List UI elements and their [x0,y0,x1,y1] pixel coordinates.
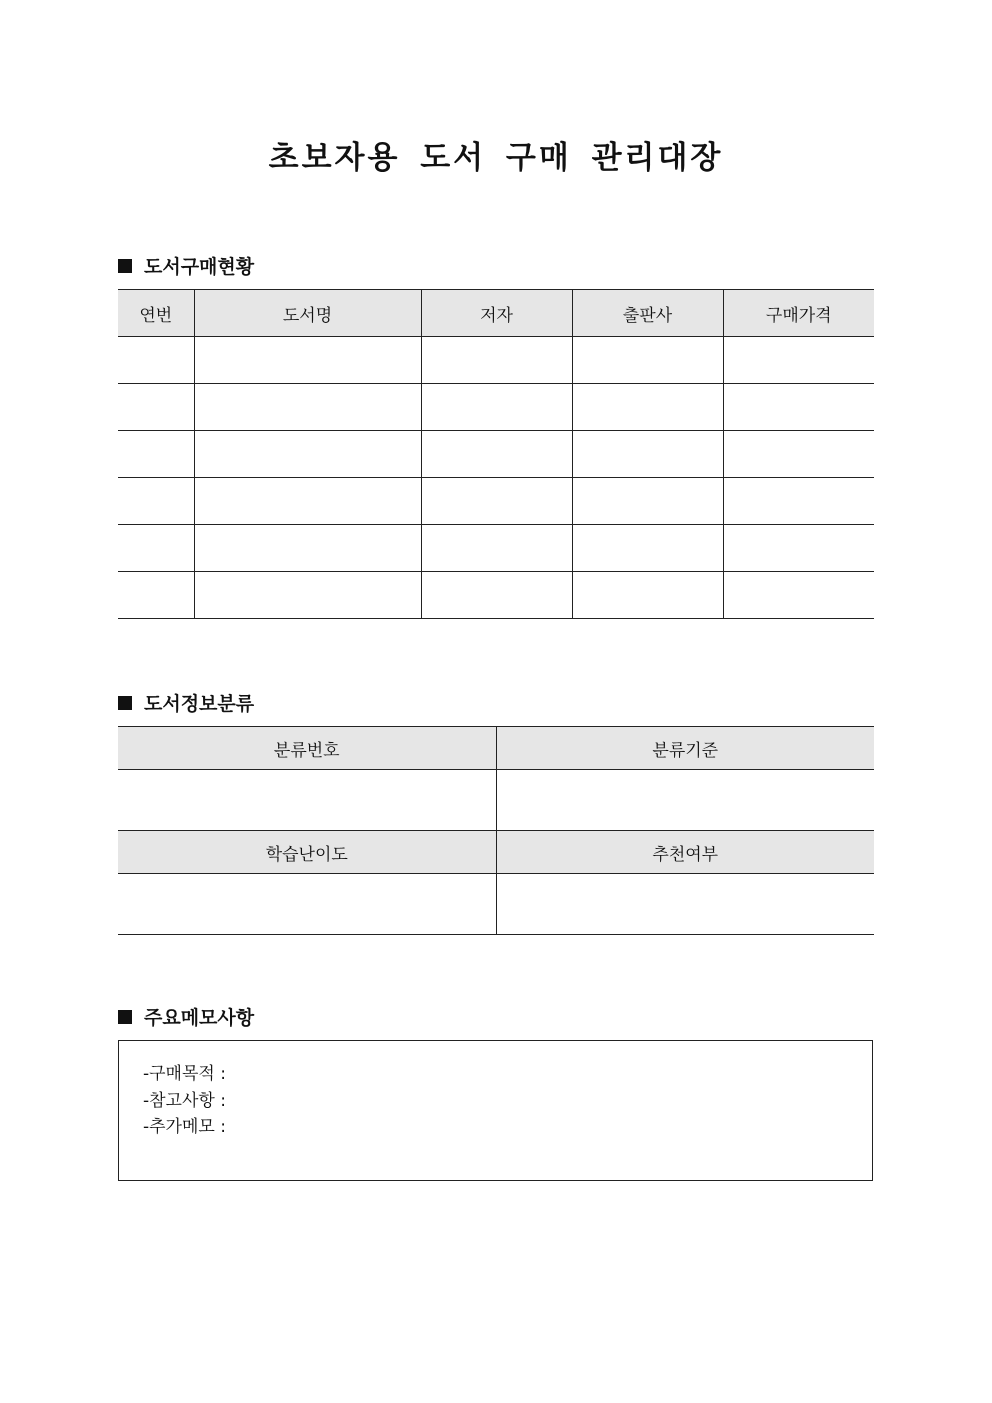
table-cell[interactable] [118,384,194,431]
table-cell[interactable] [194,572,421,619]
table-row [118,478,874,525]
classification-number-field[interactable] [118,770,496,831]
table-cell[interactable] [194,525,421,572]
table-cell[interactable] [118,478,194,525]
column-header-serial: 연번 [118,290,194,337]
table-row [118,572,874,619]
table-cell[interactable] [118,572,194,619]
table-cell[interactable] [194,431,421,478]
recommendation-label: 추천여부 [496,831,874,874]
classification-criteria-field[interactable] [496,770,874,831]
column-header-author: 저자 [421,290,572,337]
recommendation-field[interactable] [496,874,874,935]
table-cell[interactable] [723,431,874,478]
table-cell[interactable] [723,384,874,431]
table-row [118,874,874,935]
column-header-publisher: 출판사 [572,290,723,337]
table-cell[interactable] [194,337,421,384]
table-row [118,431,874,478]
purchase-table [118,289,874,619]
table-cell[interactable] [118,431,194,478]
table-header-row [118,831,874,874]
classification-table [118,726,874,935]
difficulty-field[interactable] [118,874,496,935]
table-cell[interactable] [723,525,874,572]
table-cell[interactable] [194,478,421,525]
square-bullet-icon [118,696,132,710]
difficulty-label: 학습난이도 [118,831,496,874]
table-row [118,337,874,384]
square-bullet-icon [118,259,132,273]
classification-section-heading [118,689,254,716]
table-cell[interactable] [421,337,572,384]
purchase-section-title: 도서구매현황 [144,256,255,278]
memo-additional-line: -추가메모 : [143,1117,226,1137]
table-header-row [118,290,874,337]
page-title: 초보자용 도서 구매 관리대장 [268,140,724,176]
memo-box[interactable] [118,1040,873,1181]
table-row [118,384,874,431]
table-cell[interactable] [572,337,723,384]
table-header-row [118,727,874,770]
table-cell[interactable] [572,572,723,619]
table-cell[interactable] [572,431,723,478]
purchase-section-heading [118,252,254,279]
memo-purpose-line: -구매목적 : [143,1064,226,1084]
classification-criteria-label: 분류기준 [496,727,874,770]
table-cell[interactable] [118,337,194,384]
table-cell[interactable] [723,572,874,619]
table-cell[interactable] [421,431,572,478]
table-cell[interactable] [723,478,874,525]
classification-section-title: 도서정보분류 [144,693,255,715]
column-header-price: 구매가격 [723,290,874,337]
memo-section-title: 주요메모사항 [144,1007,255,1029]
table-row [118,770,874,831]
table-cell[interactable] [421,572,572,619]
table-cell[interactable] [421,384,572,431]
table-cell[interactable] [572,384,723,431]
memo-section-heading [118,1003,254,1030]
memo-reference-line: -참고사항 : [143,1090,226,1111]
table-cell[interactable] [421,525,572,572]
table-cell[interactable] [118,525,194,572]
table-cell[interactable] [194,384,421,431]
table-cell[interactable] [572,478,723,525]
table-row [118,525,874,572]
table-cell[interactable] [572,525,723,572]
column-header-book-title: 도서명 [194,290,421,337]
table-cell[interactable] [723,337,874,384]
square-bullet-icon [118,1010,132,1024]
table-cell[interactable] [421,478,572,525]
classification-number-label: 분류번호 [118,727,496,770]
